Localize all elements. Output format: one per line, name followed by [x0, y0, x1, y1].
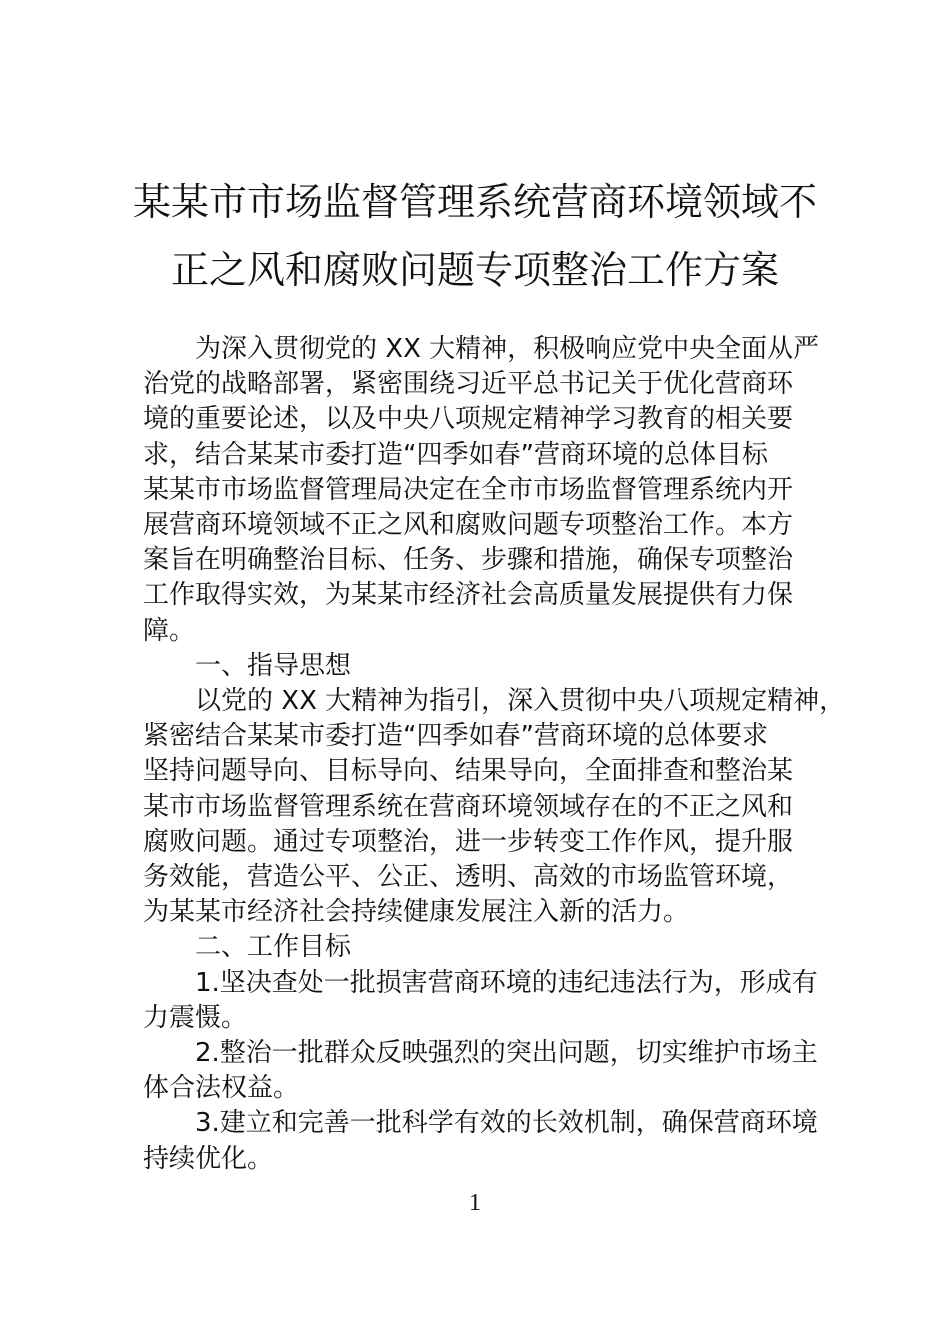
- title-line-1: 某某市市场监督管理系统营商环境领域不: [132, 180, 817, 224]
- paragraph-line: 2.整治一批群众反映强烈的突出问题，切实维护市场主: [195, 1038, 818, 1069]
- paragraph-line: 治党的战略部署，紧密围绕习近平总书记关于优化营商环: [143, 369, 794, 400]
- page-number: 1: [469, 1190, 481, 1216]
- paragraph: [143, 332, 820, 649]
- paragraph-line: 求，结合某某市委打造“四季如春”营商环境的总体目标: [143, 439, 768, 470]
- paragraph-line: 为深入贯彻党的 XX 大精神，积极响应党中央全面从严: [195, 334, 820, 364]
- paragraph-line: 工作取得实效，为某某市经济社会高质量发展提供有力保: [143, 580, 794, 611]
- paragraph: [143, 1106, 818, 1176]
- paragraph-line: 务效能，营造公平、公正、透明、高效的市场监管环境，: [143, 862, 794, 893]
- paragraph-line: 坚持问题导向、目标导向、结果导向，全面排查和整治某: [143, 756, 794, 787]
- paragraph-line: 展营商环境领域不正之风和腐败问题专项整治工作。本方: [143, 510, 794, 541]
- paragraph-line: 力震慑。: [143, 1002, 248, 1033]
- paragraph-line: 持续优化。: [143, 1143, 274, 1174]
- paragraph-line: 境的重要论述，以及中央八项规定精神学习教育的相关要: [143, 404, 794, 435]
- title-line-2: 正之风和腐败问题专项整治工作方案: [170, 248, 779, 292]
- paragraph: [143, 684, 846, 930]
- paragraph-line: 某某市市场监督管理局决定在全市市场监督管理系统内开: [143, 474, 794, 505]
- paragraph-line: 3.建立和完善一批科学有效的长效机制，确保营商环境: [195, 1108, 818, 1139]
- paragraph-line: 某市市场监督管理系统在营商环境领域存在的不正之风和: [143, 791, 794, 822]
- paragraph: [143, 649, 808, 684]
- paragraph-line: 腐败问题。通过专项整治，进一步转变工作作风，提升服: [143, 826, 794, 857]
- paragraph: [143, 966, 818, 1036]
- paragraph-line: 以党的 XX 大精神为指引，深入贯彻中央八项规定精神，: [195, 686, 846, 717]
- paragraph-line: 体合法权益。: [143, 1073, 300, 1104]
- paragraph: [143, 930, 808, 965]
- paragraph-line: 紧密结合某某市委打造“四季如春”营商环境的总体要求: [143, 721, 768, 752]
- paragraph-line: 障。: [143, 615, 196, 646]
- document-title: [120, 168, 830, 304]
- paragraph-line: 为某某市经济社会持续健康发展注入新的活力。: [143, 897, 690, 928]
- paragraph-line: 二、工作目标: [195, 932, 352, 963]
- paragraph-line: 1.坚决查处一批损害营商环境的违纪违法行为，形成有: [195, 967, 818, 998]
- paragraph: [143, 1036, 818, 1106]
- document-body: [143, 332, 846, 1177]
- paragraph-line: 一、指导思想: [195, 650, 352, 681]
- paragraph-line: 案旨在明确整治目标、任务、步骤和措施，确保专项整治: [143, 545, 794, 576]
